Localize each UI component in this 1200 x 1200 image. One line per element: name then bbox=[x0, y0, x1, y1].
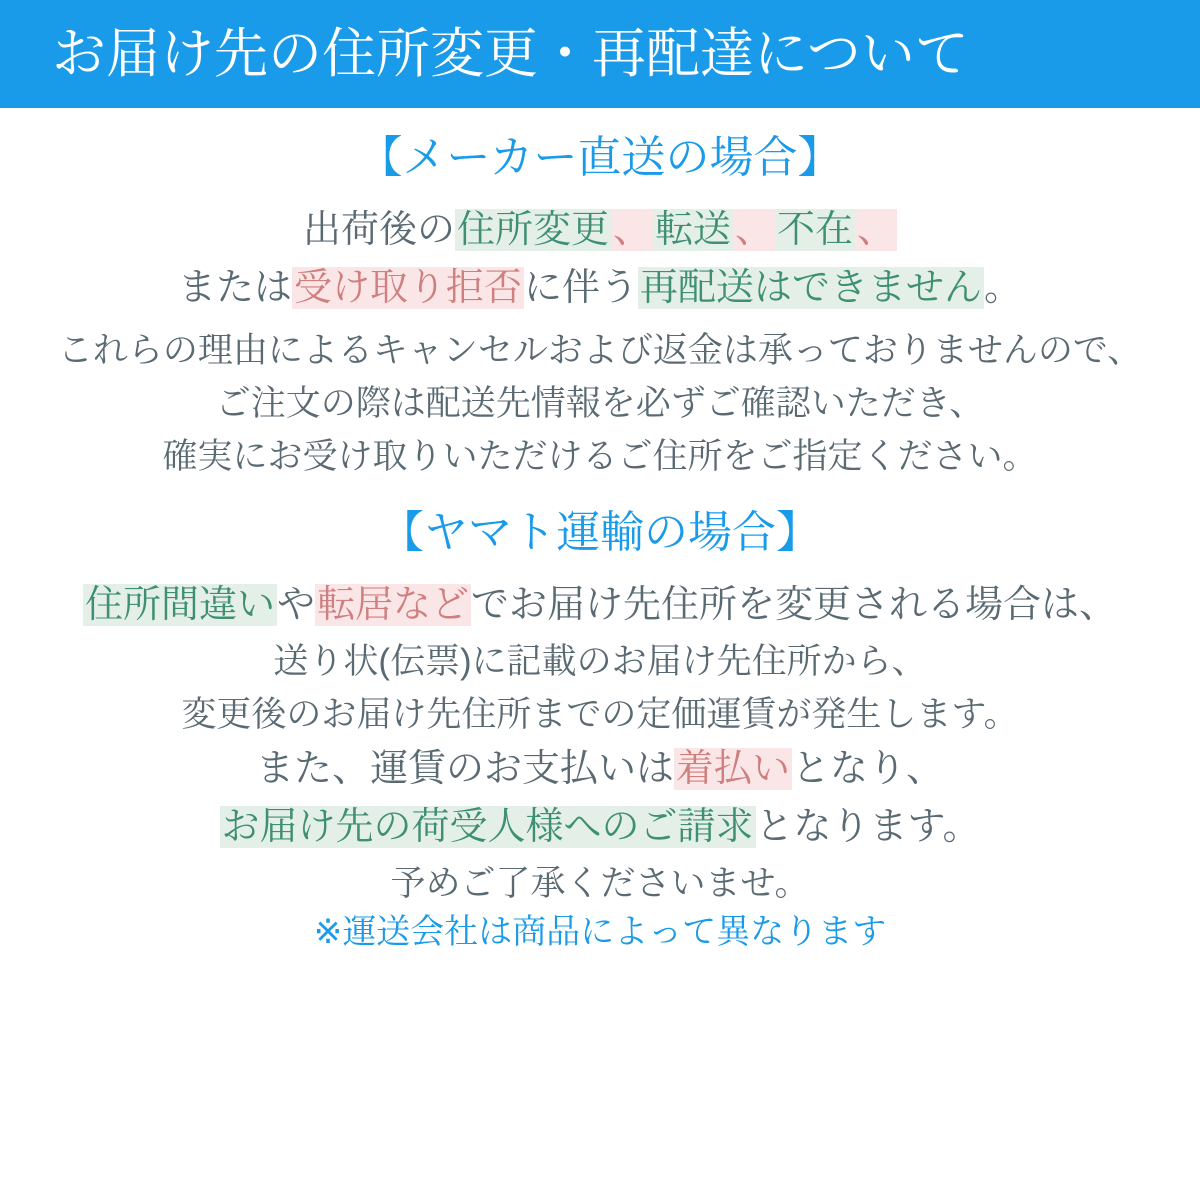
text-segment: や bbox=[276, 584, 315, 627]
section-yamato bbox=[14, 508, 1186, 910]
highlight-segment: 住所変更 bbox=[456, 209, 609, 251]
highlight-segment: 不在 bbox=[777, 209, 854, 251]
notice-line bbox=[14, 202, 1186, 260]
text-segment: ご注文の際は配送先情報を必ずご確認いただき、 bbox=[215, 383, 985, 423]
notice-line bbox=[14, 577, 1186, 635]
notice-line bbox=[14, 799, 1186, 857]
notice-line bbox=[14, 635, 1186, 688]
text-segment: でお届け先住所を変更される場合は、 bbox=[471, 584, 1118, 627]
text-segment: となります。 bbox=[755, 805, 981, 848]
highlight-segment: 、 bbox=[612, 209, 651, 251]
page-title: お届け先の住所変更・再配達について bbox=[52, 23, 969, 84]
notice-line bbox=[14, 741, 1186, 799]
text-segment: に伴う bbox=[523, 266, 638, 309]
section-maker-direct bbox=[14, 133, 1186, 483]
text-segment: となり、 bbox=[792, 748, 945, 791]
notice-line bbox=[14, 324, 1186, 377]
page-banner bbox=[0, 0, 1200, 108]
text-segment: 変更後のお届け先住所までの定価運賃が発生します。 bbox=[181, 695, 1019, 734]
highlight-segment: 再配送はできません bbox=[640, 266, 983, 309]
highlight-segment: 転送 bbox=[654, 209, 731, 251]
text-segment: 予めご了承くださいませ。 bbox=[390, 863, 810, 903]
text-segment: 確実にお受け取りいただけるご住所をご指定ください。 bbox=[162, 436, 1038, 476]
highlight-segment: 、 bbox=[735, 209, 774, 251]
text-segment: また、運賃のお支払いは bbox=[255, 748, 674, 791]
highlight-segment: お届け先の荷受人様へのご請求 bbox=[221, 805, 754, 848]
text-segment: 。 bbox=[984, 266, 1023, 309]
notice-body bbox=[0, 133, 1200, 954]
notice-line bbox=[14, 857, 1186, 910]
highlight-segment: 、 bbox=[857, 209, 896, 251]
notice-line bbox=[14, 688, 1186, 741]
text-segment: これらの理由によるキャンセルおよび返金は承っておりませんので、 bbox=[57, 330, 1143, 370]
highlight-segment: 着払い bbox=[675, 748, 790, 791]
highlight-segment: 受け取り拒否 bbox=[293, 266, 522, 309]
notice-line bbox=[14, 430, 1186, 483]
text-segment: 送り状(伝票)に記載のお届け先住所から、 bbox=[273, 641, 927, 681]
footnote: ※運送会社は商品によって異なります bbox=[313, 912, 887, 951]
section-heading: 【ヤマト運輸の場合】 bbox=[380, 508, 820, 558]
section-heading: 【メーカー直送の場合】 bbox=[358, 133, 842, 182]
text-segment: 出荷後の bbox=[302, 209, 455, 251]
highlight-segment: 転居など bbox=[317, 584, 470, 627]
highlight-segment: 住所間違い bbox=[84, 584, 275, 627]
notice-line bbox=[14, 377, 1186, 430]
notice-line bbox=[14, 260, 1186, 318]
text-segment: または bbox=[177, 266, 292, 309]
